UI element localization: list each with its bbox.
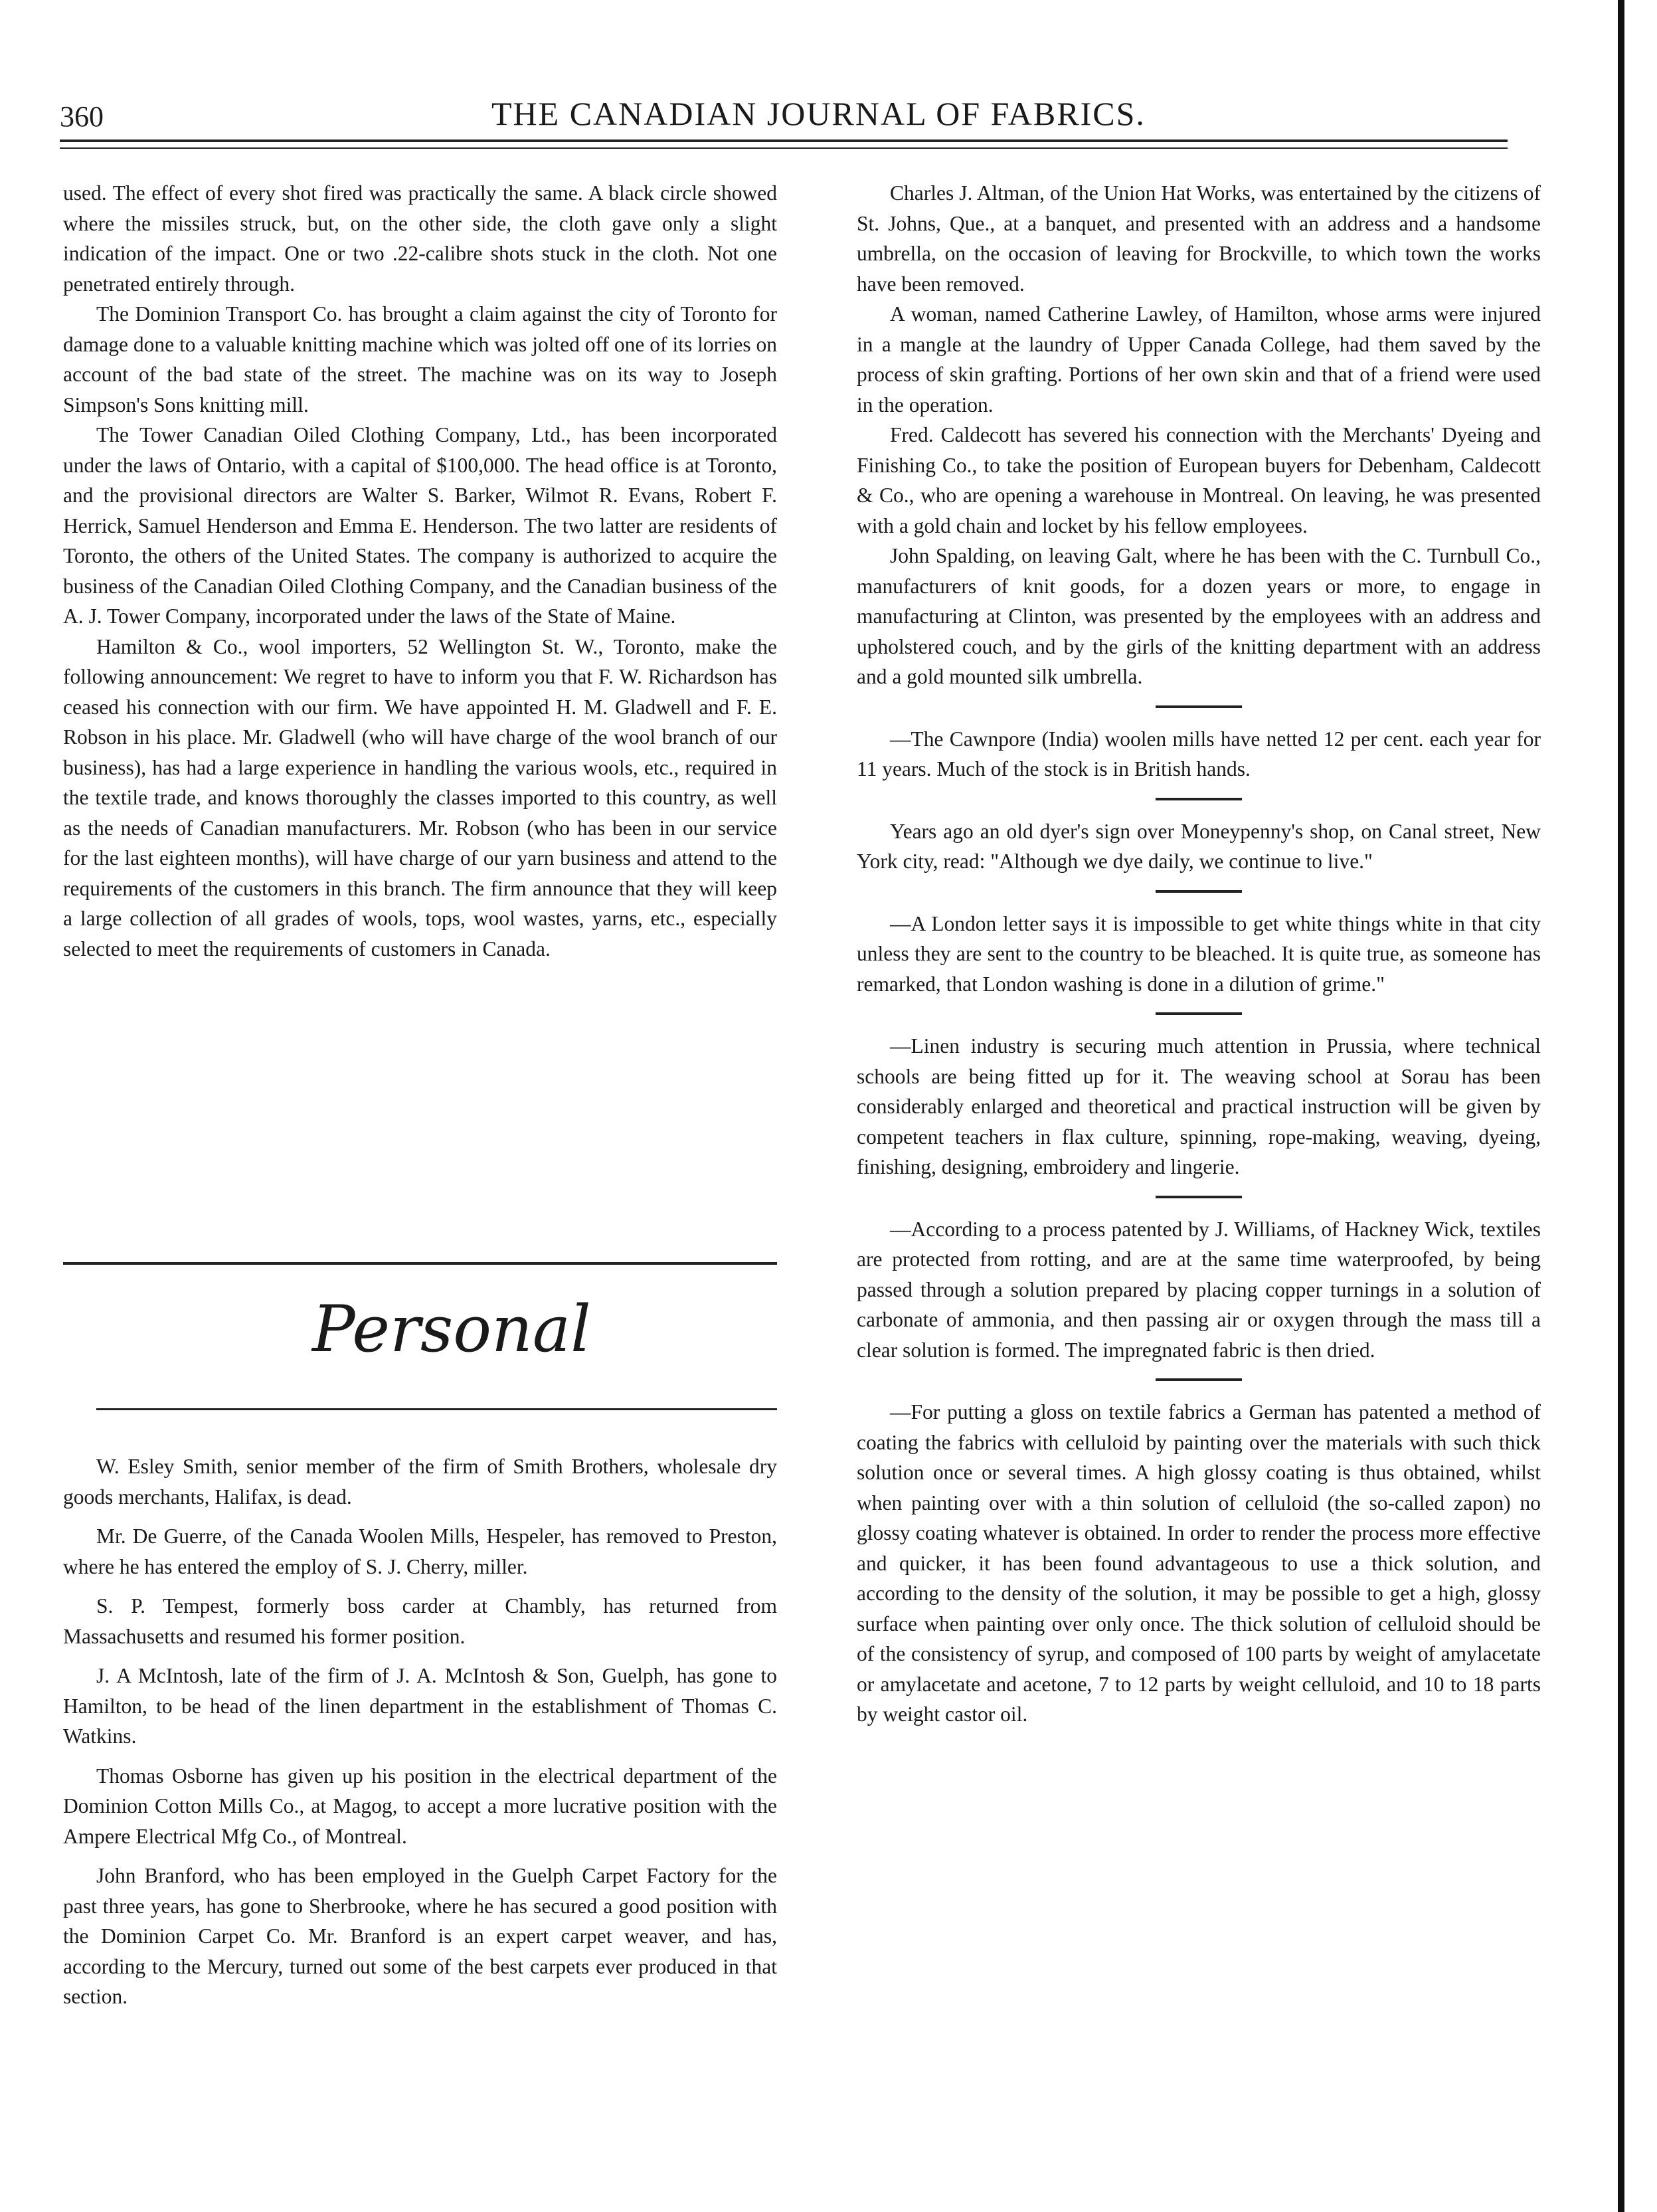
news-item: —A London letter says it is impossible to get white things white in that city unless they are sent to the country to be bleached. It is quite true, as someone has remarked, that London washing is done in a dilution of grime." — [857, 911, 1541, 996]
personal-item: A woman, named Catherine Lawley, of Hamilton, whose arms were injured in a mangle at the laundry of Upper Canada College, had them saved by the process of skin grafting. Portions of her own skin and that of a friend were used in the operation. — [857, 302, 1541, 416]
personal-item: John Branford, who has been employed in the Guelph Carpet Factory for the past three years, has gone to Sherbrooke, where he has secured a good position with the Dominion Carpet Co. Mr. Branford is an expert carpet weaver, and has, according to the Mercury, turned out some of the best carpets ever produced in that section. — [63, 1864, 777, 2008]
item-separator — [1156, 705, 1242, 708]
section-heading: Personal — [312, 1292, 591, 1366]
header-rule-bottom — [60, 147, 1508, 149]
journal-title: THE CANADIAN JOURNAL OF FABRICS. — [491, 95, 1146, 132]
news-item: —Linen industry is securing much attention in Prussia, where technical schools are being fitted up for it. The weaving school at Sorau has been considerably enlarged and theoretical and practical instruction will be given by competent teachers in flax culture, spinning, rope-making, weaving, dyeing, finishing, designing, embroidery and lingerie. — [857, 1034, 1541, 1178]
article-paragraph: used. The effect of every shot fired was practically the same. A black circle showed where the missiles struck, but, on the other side, the cloth gave only a slight indication of the impact. One or two .22-calibre shots stuck in the cloth. Not one penetrated entirely through. — [63, 181, 777, 296]
news-item: Years ago an old dyer's sign over Moneypenny's shop, on Canal street, New York city, read: "Although we dye daily, we continue to live." — [857, 819, 1541, 873]
news-item: —According to a process patented by J. Williams, of Hackney Wick, textiles are protected from rotting, and are at the same time waterproofed, by being passed through a solution prepared by placing copper turnings in a solution of carbonate of ammonia, and then passing air or oxygen through the mass till a clear solution is formed. The impregnated fabric is then dried. — [857, 1217, 1541, 1362]
item-separator — [1156, 1196, 1242, 1198]
personal-item: W. Esley Smith, senior member of the firm of Smith Brothers, wholesale dry goods merchants, Halifax, is dead. — [63, 1455, 777, 1509]
left-column — [63, 178, 777, 964]
personal-item: J. A McIntosh, late of the firm of J. A. McIntosh & Son, Guelph, has gone to Hamilton, to be head of the linen department in the establishment of Thomas C. Watkins. — [63, 1664, 777, 1748]
personal-item: John Spalding, on leaving Galt, where he has been with the C. Turnbull Co., manufacturers of knit goods, for a dozen years or more, to engage in manufacturing at Clinton, was presented by the employees with an address and upholstered couch, and by the girls of the knitting department with an address and a gold mounted silk umbrella. — [857, 544, 1541, 688]
item-separator — [1156, 1012, 1242, 1015]
section-divider-bottom — [96, 1408, 777, 1410]
personal-column — [63, 1451, 777, 2021]
right-column — [857, 178, 1541, 1730]
article-paragraph: Hamilton & Co., wool importers, 52 Wellington St. W., Toronto, make the following announcement: We regret to have to inform you that F. W. Richardson has ceased his connection with our firm. We have appointed H. M. Gladwell and F. E. Robson in his place. Mr. Gladwell (who will have charge of the wool branch of our business), has had a large experience in handling the various wools, etc., required in the textile trade, and knows thoroughly the classes imported to this country, as well as the needs of Canadian manufacturers. Mr. Robson (who has been in our service for the last eighteen months), will have charge of our yarn business and attend to the requirements of the customers in this branch. The firm announce that they will keep a large collection of all grades of wools, tops, wool wastes, yarns, etc., especially selected to meet the requirements of customers in Canada. — [63, 634, 777, 961]
section-divider-top — [63, 1262, 777, 1265]
article-paragraph: The Tower Canadian Oiled Clothing Company, Ltd., has been incorporated under the laws of Ontario, with a capital of $100,000. The head office is at Toronto, and the provisional directors are Walter S. Barker, Wilmot R. Evans, Robert F. Herrick, Samuel Henderson and Emma E. Henderson. The two latter are residents of Toronto, the others of the United States. The company is authorized to acquire the business of the Canadian Oiled Clothing Company, and the Canadian business of the A. J. Tower Company, incorporated under the laws of the State of Maine. — [63, 423, 777, 628]
personal-item: S. P. Tempest, formerly boss carder at Chambly, has returned from Massachusetts and resumed his former position. — [63, 1594, 777, 1648]
page-edge — [1618, 0, 1624, 2212]
page-number: 360 — [60, 100, 104, 133]
news-item: —The Cawnpore (India) woolen mills have netted 12 per cent. each year for 11 years. Much of the stock is in British hands. — [857, 727, 1541, 781]
personal-item: Thomas Osborne has given up his position in the electrical department of the Dominion Cotton Mills Co., at Magog, to accept a more lucrative position with the Ampere Electrical Mfg Co., of Montreal. — [63, 1764, 777, 1848]
personal-item: Fred. Caldecott has severed his connection with the Merchants' Dyeing and Finishing Co., to take the position of European buyers for Debenham, Caldecott & Co., who are opening a warehouse in Montreal. On leaving, he was presented with a gold chain and locket by his fellow employees. — [857, 423, 1541, 537]
item-separator — [1156, 798, 1242, 800]
item-separator — [1156, 890, 1242, 893]
item-separator — [1156, 1378, 1242, 1381]
article-paragraph: The Dominion Transport Co. has brought a claim against the city of Toronto for damage done to a valuable knitting machine which was jolted off one of its lorries on account of the bad state of the street. The machine was on its way to Joseph Simpson's Sons knitting mill. — [63, 302, 777, 416]
personal-item: Charles J. Altman, of the Union Hat Works, was entertained by the citizens of St. Johns, Que., at a banquet, and presented with an address and a handsome umbrella, on the occasion of leaving for Brockville, to which town the works have been removed. — [857, 181, 1541, 296]
news-item: —For putting a gloss on textile fabrics a German has patented a method of coating the fabrics with celluloid by painting over the materials with such thick solution once or several times. A high glossy coating is thus obtained, whilst when painting over with a thin solution of celluloid (the so-called zapon) no glossy coating whatever is obtained. In order to render the process more effective and quicker, it has been found advantageous to use a thick solution, and according to the density of the solution, it may be possible to get a high, glossy surface when painting over only once. The thick solution of celluloid should be of the consistency of syrup, and composed of 100 parts by weight of amylacetate or amylacetate and acetone, 7 to 12 parts by weight celluloid, and 10 to 18 parts by weight castor oil. — [857, 1400, 1541, 1726]
header-rule-top — [60, 139, 1508, 142]
personal-item: Mr. De Guerre, of the Canada Woolen Mills, Hespeler, has removed to Preston, where he has entered the employ of S. J. Cherry, miller. — [63, 1524, 777, 1578]
